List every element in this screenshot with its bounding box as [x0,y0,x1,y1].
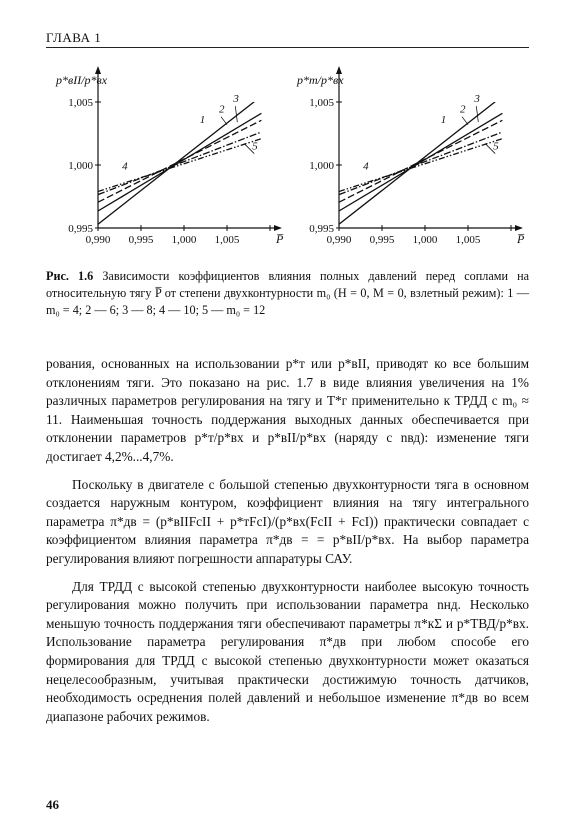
series-label-4: 4 [363,160,369,173]
series-leader-2 [221,117,227,125]
x-tick-label: 1,005 [455,234,481,246]
series-label-1: 1 [199,114,206,127]
left-chart-svg [50,62,285,257]
right-chart-svg [291,62,526,257]
x-axis-label: P̅ [517,232,525,246]
page-number: 46 [46,797,59,812]
figure-left-chart [50,62,285,257]
figure-right-chart [291,62,526,257]
y-tick-label: 0,995 [68,223,93,235]
y-tick-label: 0,995 [309,223,334,235]
x-axis-arrow [515,225,523,231]
series-label-1: 1 [440,114,447,127]
x-tick-label: 1,005 [214,234,240,246]
figure-caption [46,268,529,319]
chapter-header: ГЛАВА 1 [46,30,102,45]
series-label-4: 4 [122,160,128,173]
paragraph-3: Для ТРДД с высокой степенью двухконтурности наиболее высокую точность регулирования можно получить при использовании параметра nнд. Несколько меньшую точность поддержания тяги обеспечивают параметры π*кΣ и p*ТВД/p*вх. Использование параметра регулирования π*дв при любом способе его формирования для ТРДД с высокой степенью двухконтурности может оказаться нецелесообразным, учитывая практически достижимую точность датчиков, необходимость осреднения полей давлений и небольшое изменение π*дв во всем диапазоне рабочих режимов. [46,578,529,724]
caption-text: Зависимости коэффициентов влияния полных давлений перед соплами на относительную тягу P̅ от степени двухконтурности m₀ (H = 0, M = 0, взлетный режим): 1 — m₀ = 4; 2 — 6; 3 — 8; 4 — 10; 5 — m₀ = 12 [46,269,530,317]
x-tick-label: 1,000 [412,234,438,246]
series-leader-3 [235,106,237,122]
y-tick-label: 1,005 [309,97,334,109]
header-rule [46,47,529,48]
series-label-5: 5 [252,140,258,153]
y-tick-label: 1,000 [68,160,93,172]
x-tick-label: 0,995 [369,234,395,246]
x-axis-label: P̅ [276,232,284,246]
series-leader-3 [476,106,478,122]
series-label-3: 3 [474,93,480,106]
series-label-2: 2 [219,103,225,116]
series-leader-2 [462,117,468,125]
y-tick-label: 1,005 [68,97,93,109]
y-axis-label: p*т/p*вх [297,73,344,87]
body-text [46,355,529,726]
y-axis-label: p*вII/p*вх [56,73,108,87]
x-tick-label: 1,000 [171,234,197,246]
x-tick-label: 0,990 [85,234,111,246]
x-tick-label: 0,995 [128,234,154,246]
x-tick-label: 0,990 [326,234,352,246]
series-label-5: 5 [493,140,499,153]
series-label-2: 2 [460,103,466,116]
series-label-3: 3 [233,93,239,106]
x-axis-arrow [274,225,282,231]
paragraph-2: Поскольку в двигателе с большой степенью двухконтурности тяга в основном создается наружным контуром, коэффициент влияния на тягу интегрального параметра π*дв = (p*вIIFcII + p*тFcI)/(p*вх(FcII + FcI)) практически совпадает с коэффициентом влияния параметра π*дв = = p*вII/p*вх. На выбор параметра регулирования влияют погрешности аппаратуры САУ. [46,476,529,566]
paragraph-1: рования, основанных на использовании p*т или p*вII, приводят ко все большим отклонениям тяги. Это показано на рис. 1.7 в виде влияния увеличения на 1% различных параметров регулирования на тягу и T*г применительно к ТРДД с m₀ ≈ 11. Наименьшая точность поддержания выходных данных обеспечивается при отклонении параметров p*т/p*вх и p*вII/p*вх (наряду с nвд): изменение тяги достигает 4,2%...4,7%. [46,356,529,464]
y-tick-label: 1,000 [309,160,334,172]
caption-label: Рис. 1.6 [46,269,94,283]
